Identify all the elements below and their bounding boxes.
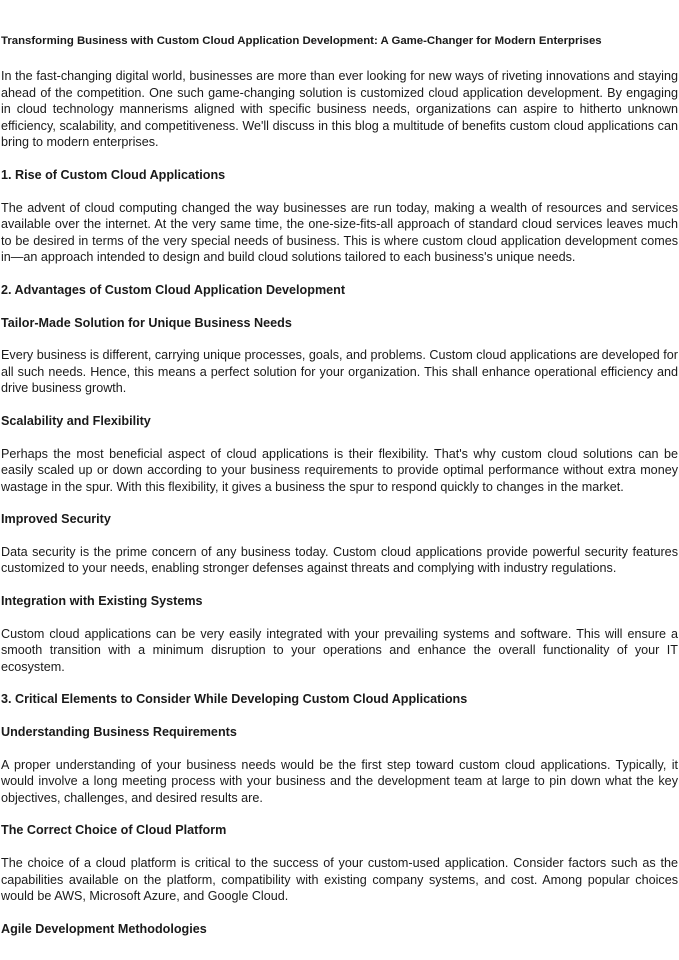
security-paragraph: Data security is the prime concern of any business today. Custom cloud applications provide powerful security features customized to your needs, enabling stronger defenses against threats and complying with industry regulations. [1, 544, 678, 576]
document-title: Transforming Business with Custom Cloud Application Development: A Game-Changer for Modern Enterprises [1, 35, 602, 47]
section-3-heading: 3. Critical Elements to Consider While Developing Custom Cloud Applications [1, 692, 468, 707]
section-2-heading: 2. Advantages of Custom Cloud Application Development [1, 282, 346, 297]
section-1-heading: 1. Rise of Custom Cloud Applications [1, 167, 226, 182]
tailor-made-paragraph: Every business is different, carrying unique processes, goals, and problems. Custom cloud applications are developed for all such needs. Hence, this means a perfect solution for your organization. This shall enhance operational efficiency and drive business growth. [1, 348, 678, 396]
agile-heading: Agile Development Methodologies [1, 921, 207, 936]
integration-paragraph: Custom cloud applications can be very easily integrated with your prevailing systems and software. This will ensure a smooth transition with a minimum disruption to your operations and enhance the overall functionality of your IT ecosystem. [1, 626, 678, 674]
intro-paragraph: In the fast-changing digital world, businesses are more than ever looking for new ways of riveting innovations and staying ahead of the competition. One such game-changing solution is customized cloud application development. By engaging in cloud technology mannerisms aligned with specific business needs, organizations can aspire to hitherto unknown efficiency, scalability, and competitiveness. We'll discuss in this blog a multitude of benefits custom cloud applications can bring to modern enterprises. [1, 69, 678, 150]
requirements-paragraph: A proper understanding of your business needs would be the first step toward custom cloud applications. Typically, it would involve a long meeting process with your business and the development team at large to pin down what the key objectives, challenges, and desired results are. [1, 757, 678, 805]
requirements-heading: Understanding Business Requirements [1, 725, 237, 740]
platform-paragraph: The choice of a cloud platform is critical to the success of your custom-used application. Consider factors such as the capabilities available on the platform, compatibility with existing company systems, and cost. Among popular choices would be AWS, Microsoft Azure, and Google Cloud. [1, 856, 678, 904]
tailor-made-heading: Tailor-Made Solution for Unique Business Needs [1, 315, 292, 330]
integration-heading: Integration with Existing Systems [1, 594, 203, 609]
scalability-heading: Scalability and Flexibility [1, 413, 151, 428]
platform-heading: The Correct Choice of Cloud Platform [1, 823, 227, 838]
scalability-paragraph: Perhaps the most beneficial aspect of cloud applications is their flexibility. That's why custom cloud solutions can be easily scaled up or down according to your business requirements to provide optimal performance without extra money wastage in the spur. With this flexibility, it gives a business the spur to respond quickly to changes in the market. [1, 446, 678, 494]
security-heading: Improved Security [1, 512, 111, 527]
section-1-paragraph: The advent of cloud computing changed the way businesses are run today, making a wealth of resources and services available over the internet. At the very same time, the one-size-fits-all approach of standard cloud services leaves much to be desired in terms of the very special needs of business. This is where custom cloud application development comes in—an approach intended to design and build cloud solutions tailored to each business's unique needs. [1, 200, 678, 265]
